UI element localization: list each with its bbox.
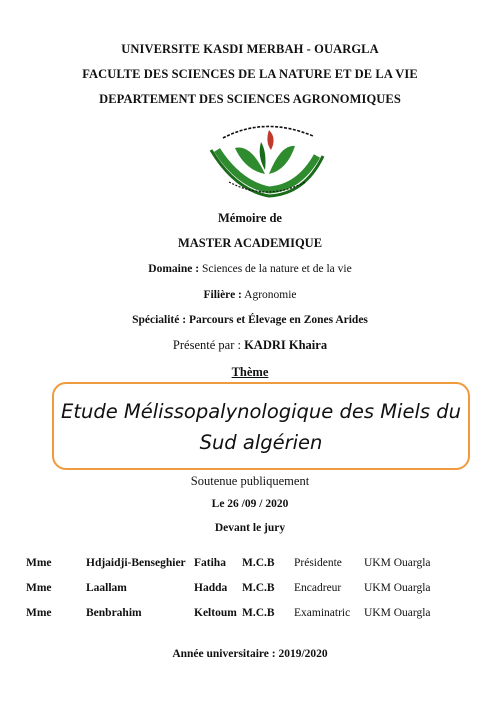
jury-institution: UKM Ouargla [364,606,431,619]
jury-role: Examinatric [294,606,351,619]
faculty-name: FACULTE DES SCIENCES DE LA NATURE ET DE LA VIE [82,67,418,81]
theme-label: Thème [231,365,269,379]
jury-label: Devant le jury [214,522,286,534]
specialite-label: Spécialité : [132,314,187,326]
presente-value: KADRI Khaira [244,338,328,352]
theme-box [52,382,470,470]
jury-surname: Hdjaidji-Benseghier [86,556,186,569]
memoire-line2: MASTER ACADEMIQUE [177,236,323,250]
jury-firstname: Hadda [194,581,228,594]
university-logo-icon [195,112,335,202]
memoire-line1: Mémoire de [218,211,282,225]
jury-institution: UKM Ouargla [364,581,431,594]
jury-grade: M.C.B [242,581,275,594]
university-name: UNIVERSITE KASDI MERBAH - OUARGLA [121,42,379,56]
jury-grade: M.C.B [242,556,275,569]
university-logo [195,112,335,202]
theme-title-line2: Sud algérien [199,431,323,454]
jury-title: Mme [26,581,52,594]
table-row [26,575,474,600]
jury-surname: Laallam [86,581,127,594]
jury-role: Présidente [294,556,342,569]
filiere-value: Agronomie [244,289,297,301]
presente-label: Présenté par : [172,338,241,352]
jury-title: Mme [26,606,52,619]
jury-firstname: Fatiha [194,556,226,569]
department-name: DEPARTEMENT DES SCIENCES AGRONOMIQUES [99,92,401,106]
soutenance-line: Soutenue publiquement [190,474,310,488]
jury-title: Mme [26,556,52,569]
filiere-line [0,289,500,301]
domaine-value: Sciences de la nature et de la vie [201,263,352,275]
specialite-line [0,314,500,326]
soutenance-date: Le 26 /09 / 2020 [211,498,289,510]
theme-label-wrap [0,363,500,381]
theme-title [54,396,468,458]
annee-universitaire: Année universitaire : 2019/2020 [172,648,328,660]
filiere-label: Filière : [203,289,242,301]
jury-surname: Benbrahim [86,606,142,619]
table-row [26,550,474,575]
theme-title-line1: Etude Mélissopalynologique des Miels du [61,400,461,423]
jury-table-grid [26,550,474,625]
domaine-label: Domaine : [148,263,200,275]
jury-institution: UKM Ouargla [364,556,431,569]
specialite-value: Parcours et Élevage en Zones Arides [188,314,368,326]
presente-line [0,338,500,353]
jury-grade: M.C.B [242,606,275,619]
jury-table [26,550,476,630]
jury-firstname: Keltoum [194,606,237,619]
jury-role: Encadreur [294,581,342,594]
domaine-line [0,263,500,275]
table-row [26,600,474,625]
